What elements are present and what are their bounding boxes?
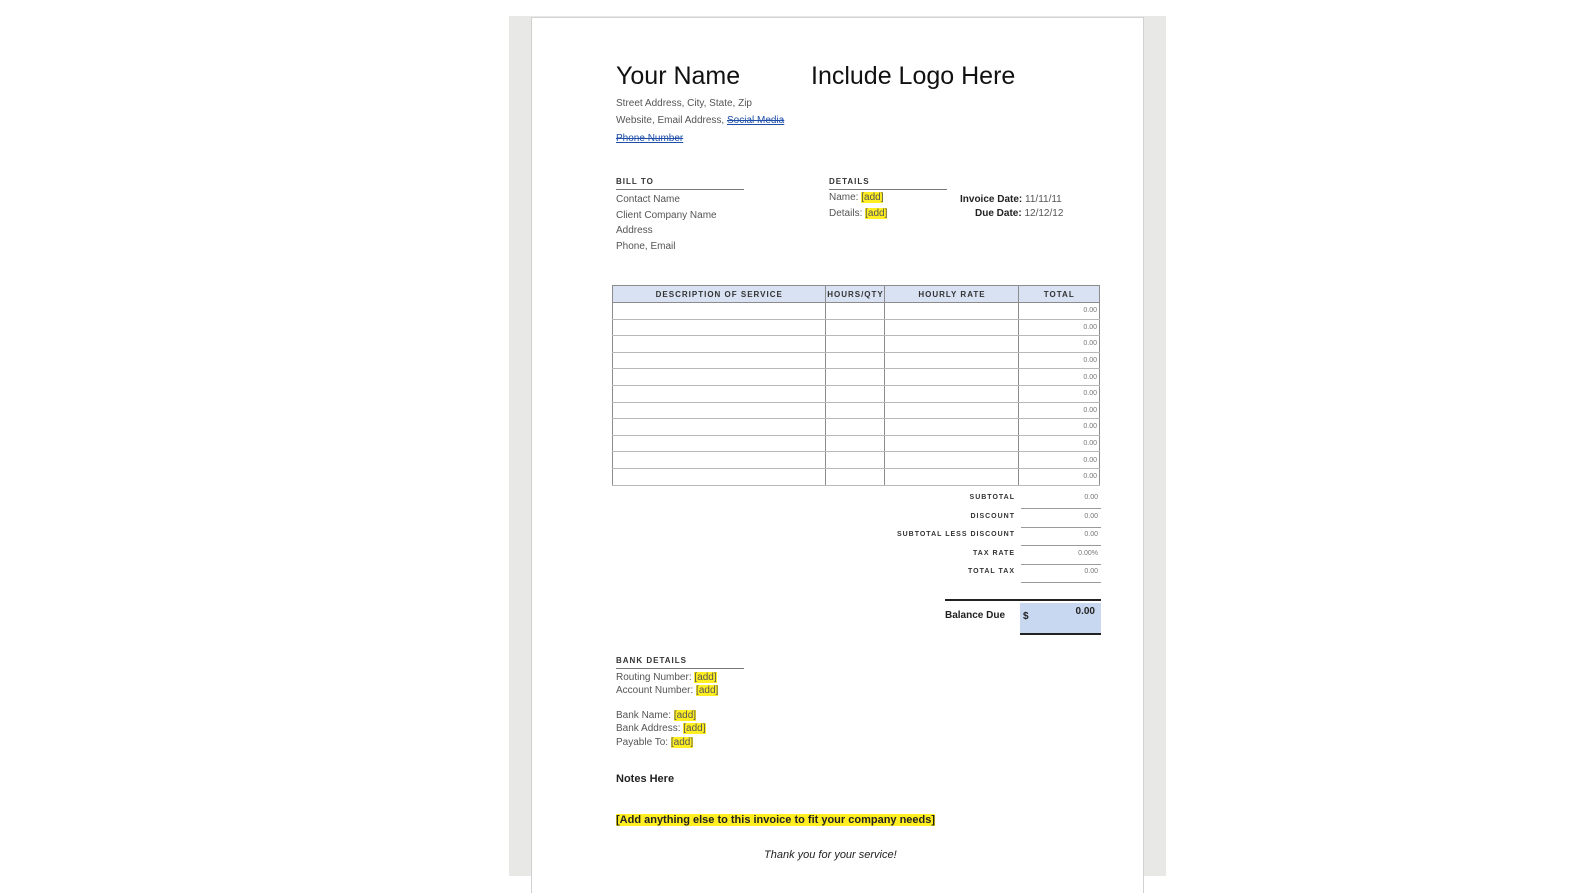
balance-top-rule <box>945 599 1101 601</box>
rate-cell[interactable] <box>885 419 1019 436</box>
total-cell: 0.00 <box>1019 452 1100 469</box>
sender-address: Street Address, City, State, Zip <box>616 98 752 109</box>
balance-currency: $ <box>1023 611 1029 622</box>
table-row <box>613 468 1100 485</box>
table-row <box>613 452 1100 469</box>
description-cell[interactable] <box>613 452 826 469</box>
due-date <box>975 208 1063 219</box>
social-media-link[interactable]: Social Media <box>726 115 785 126</box>
bank-name-add: [add] <box>673 710 697 721</box>
notes-extra <box>616 810 935 828</box>
table-row <box>613 385 1100 402</box>
balance-due-label: Balance Due <box>945 610 1006 621</box>
discount-row <box>880 509 1101 528</box>
total-cell: 0.00 <box>1019 385 1100 402</box>
bill-to-address: Address <box>616 225 653 236</box>
header-hours-qty: HOURS/QTY <box>826 286 885 303</box>
hours-cell[interactable] <box>826 402 885 419</box>
description-cell[interactable] <box>613 303 826 320</box>
table-row <box>613 336 1100 353</box>
bank-address-label: Bank Address: <box>616 723 684 734</box>
total-cell: 0.00 <box>1019 402 1100 419</box>
tax-rate-value[interactable]: 0.00% <box>1078 550 1098 557</box>
total-cell: 0.00 <box>1019 419 1100 436</box>
description-cell[interactable] <box>613 419 826 436</box>
details-name <box>829 192 883 203</box>
table-row <box>613 303 1100 320</box>
phone-number <box>616 133 683 144</box>
table-row <box>613 319 1100 336</box>
hours-cell[interactable] <box>826 419 885 436</box>
payable-to-add: [add] <box>670 737 694 748</box>
sender-contact <box>616 115 784 126</box>
thank-you-message: Thank you for your service! <box>764 849 897 861</box>
tax-rate-label: TAX RATE <box>973 550 1015 557</box>
sender-name: Your Name <box>616 62 741 90</box>
invoice-date <box>960 194 1062 205</box>
rate-cell[interactable] <box>885 352 1019 369</box>
account-number <box>616 685 718 696</box>
table-row <box>613 402 1100 419</box>
account-number-add: [add] <box>696 685 719 696</box>
rate-cell[interactable] <box>885 303 1019 320</box>
due-date-label: Due Date: <box>975 208 1022 219</box>
tax-rate-row <box>880 546 1101 565</box>
description-cell[interactable] <box>613 336 826 353</box>
description-cell[interactable] <box>613 385 826 402</box>
discount-value[interactable]: 0.00 <box>1084 513 1098 520</box>
hours-cell[interactable] <box>826 385 885 402</box>
total-tax-label: TOTAL TAX <box>968 568 1015 575</box>
bank-address <box>616 723 706 734</box>
description-cell[interactable] <box>613 435 826 452</box>
payable-to-label: Payable To: <box>616 737 671 748</box>
bank-details-heading: BANK DETAILS <box>616 656 687 665</box>
details-name-label: Name: <box>829 192 862 203</box>
hours-cell[interactable] <box>826 303 885 320</box>
details-details-add: [add] <box>865 208 888 219</box>
hours-cell[interactable] <box>826 369 885 386</box>
subtotal-label: SUBTOTAL <box>969 494 1015 501</box>
invoice-date-value: 11/11/11 <box>1025 194 1062 205</box>
rate-cell[interactable] <box>885 435 1019 452</box>
due-date-value: 12/12/12 <box>1024 208 1064 219</box>
hours-cell[interactable] <box>826 319 885 336</box>
details-rule <box>829 189 947 190</box>
subtotal-less-discount-label: SUBTOTAL LESS DISCOUNT <box>896 531 1015 538</box>
hours-cell[interactable] <box>826 468 885 485</box>
hours-cell[interactable] <box>826 435 885 452</box>
payable-to <box>616 737 693 748</box>
rate-cell[interactable] <box>885 319 1019 336</box>
phone-link[interactable]: Phone Number <box>616 133 684 144</box>
bill-to-company: Client Company Name <box>616 210 717 221</box>
table-row <box>613 419 1100 436</box>
header-hourly-rate: HOURLY RATE <box>885 286 1019 303</box>
description-cell[interactable] <box>613 369 826 386</box>
total-tax-row <box>880 564 1101 583</box>
notes-heading: Notes Here <box>616 773 675 785</box>
total-cell: 0.00 <box>1019 352 1100 369</box>
discount-label: DISCOUNT <box>970 513 1015 520</box>
description-cell[interactable] <box>613 468 826 485</box>
description-cell[interactable] <box>613 402 826 419</box>
subtotal-value: 0.00 <box>1084 494 1098 501</box>
routing-number-label: Routing Number: <box>616 672 695 683</box>
bank-name <box>616 710 696 721</box>
bill-to-heading: BILL TO <box>616 177 654 186</box>
bill-to-rule <box>616 189 744 190</box>
rate-cell[interactable] <box>885 468 1019 485</box>
bill-to-phone-email: Phone, Email <box>616 241 676 252</box>
total-tax-value: 0.00 <box>1084 568 1098 575</box>
table-row <box>613 435 1100 452</box>
table-row <box>613 369 1100 386</box>
logo-placeholder: Include Logo Here <box>811 62 1016 90</box>
description-cell[interactable] <box>613 352 826 369</box>
rate-cell[interactable] <box>885 369 1019 386</box>
table-row <box>613 352 1100 369</box>
account-number-label: Account Number: <box>616 685 697 696</box>
routing-number <box>616 672 717 683</box>
rate-cell[interactable] <box>885 336 1019 353</box>
balance-due-value: 0.00 <box>1075 606 1095 617</box>
header-description: DESCRIPTION OF SERVICE <box>613 286 826 303</box>
rate-cell[interactable] <box>885 452 1019 469</box>
rate-cell[interactable] <box>885 385 1019 402</box>
bill-to-contact: Contact Name <box>616 194 680 205</box>
subtotal-less-discount-value: 0.00 <box>1084 531 1098 538</box>
table-header-row <box>613 286 1100 303</box>
services-table <box>612 285 1100 486</box>
total-cell: 0.00 <box>1019 435 1100 452</box>
balance-due-box <box>1020 603 1101 635</box>
total-cell: 0.00 <box>1019 369 1100 386</box>
hours-cell[interactable] <box>826 452 885 469</box>
bank-name-label: Bank Name: <box>616 710 674 721</box>
bank-details-rule <box>616 668 744 669</box>
subtotal-row <box>880 490 1101 509</box>
details-heading: DETAILS <box>829 177 870 186</box>
description-cell[interactable] <box>613 319 826 336</box>
total-tax-rule <box>1021 582 1101 583</box>
total-cell: 0.00 <box>1019 468 1100 485</box>
routing-number-add: [add] <box>694 672 717 683</box>
contact-text: Website, Email Address, <box>616 115 727 126</box>
total-cell: 0.00 <box>1019 319 1100 336</box>
header-total: TOTAL <box>1019 286 1100 303</box>
hours-cell[interactable] <box>826 352 885 369</box>
notes-extra-text: [Add anything else to this invoice to fit your company needs] <box>616 814 936 826</box>
hours-cell[interactable] <box>826 336 885 353</box>
subtotal-less-discount-row <box>880 527 1101 546</box>
total-cell: 0.00 <box>1019 336 1100 353</box>
invoice-date-label: Invoice Date: <box>960 194 1023 205</box>
total-cell: 0.00 <box>1019 303 1100 320</box>
details-name-add: [add] <box>861 192 884 203</box>
details-details-label: Details: <box>829 208 866 219</box>
rate-cell[interactable] <box>885 402 1019 419</box>
bank-address-add: [add] <box>683 723 706 734</box>
details-details <box>829 208 887 219</box>
